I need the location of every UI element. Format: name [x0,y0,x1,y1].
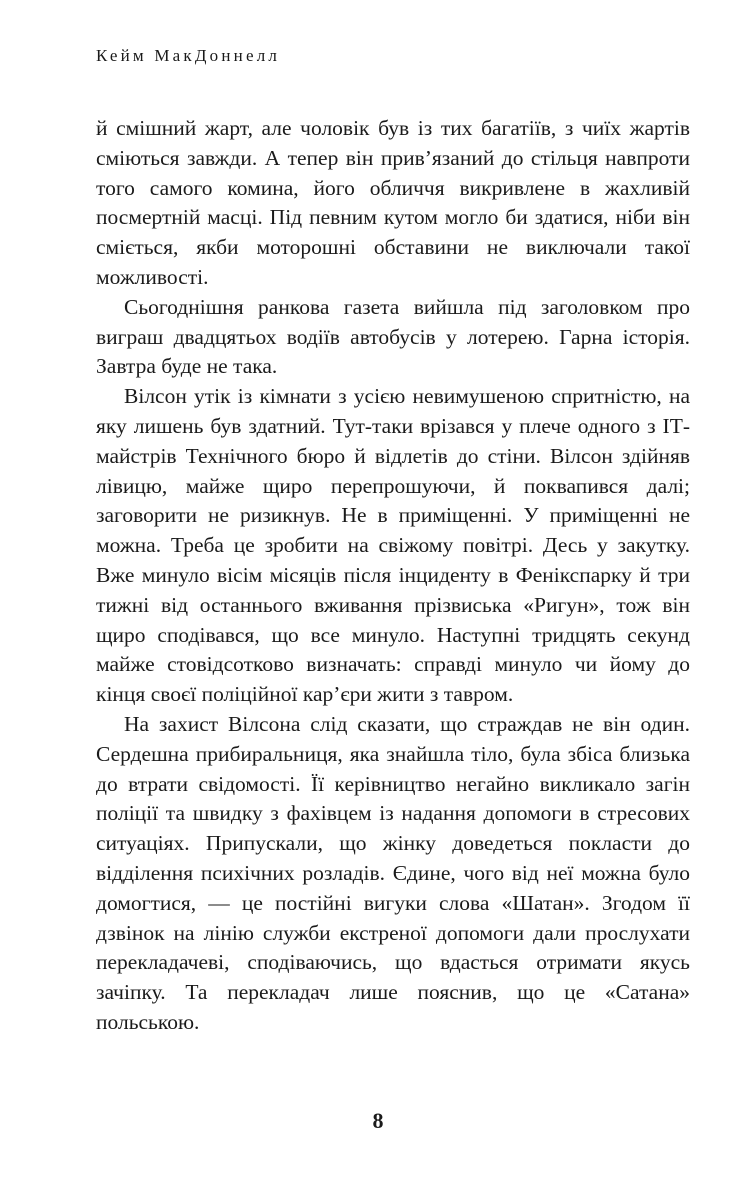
body-text [96,114,690,1038]
running-header: Кейм МакДоннелл [96,46,281,65]
paragraph-3: Вілсон утік із кімнати з усією невимушеною спритністю, на яку лишень був здатний. Тут-таки врізався у плече одного з ІТ-майстрів Технічного бюро й відлетів до стіни. Вілсон здійняв лівицю, майже щиро перепрошуючи, й поквапився далі; заговорити не ризикнув. Не в приміщенні. У приміщенні не можна. Треба це зробити на свіжому повітрі. Десь у закутку. Вже минуло вісім місяців після інциденту в Фенікспарку й три тижні від останнього вживання прізвиська «Ригун», тож він щиро сподівався, що все минуло. Наступні тридцять секунд майже стовідсотково визначать: справді минуло чи йому до кінця своєї поліційної кар’єри жити з тавром. [96,384,690,707]
paragraph-4: На захист Вілсона слід сказати, що страждав не він один. Сердешна прибиральниця, яка знайшла тіло, була збіса близька до втрати свідомості. Її керівництво негайно викликало загін поліції та швидку з фахівцем із надання допомоги в стресових ситуаціях. Припускали, що жінку доведеться покласти до відділення психічних розладів. Єдине, чого від неї можна було домогтися, — це постійні вигуки слова «Шатан». Згодом її дзвінок на лінію служби екстреної допомоги дали прослухати перекладачеві, сподіваючись, що вдасться отримати якусь зачіпку. Та перекладач лише пояснив, що це «Сатана» польською. [96,711,690,1034]
page-number: 8 [372,1108,384,1133]
paragraph-1: й смішний жарт, але чоловік був із тих багатіїв, з чиїх жартів сміються завжди. А тепер він прив’язаний до стільця навпроти того самого комина, його обличчя викривлене в жахливій посмертній масці. Під певним кутом могло би здатися, ніби він сміється, якби моторошні обставини не виключали такої можливості. [96,116,690,289]
paragraph-2: Сьогоднішня ранкова газета вийшла під заголовком про виграш двадцятьох водіїв автобусів у лотерею. Гарна історія. Завтра буде не така. [96,294,690,379]
